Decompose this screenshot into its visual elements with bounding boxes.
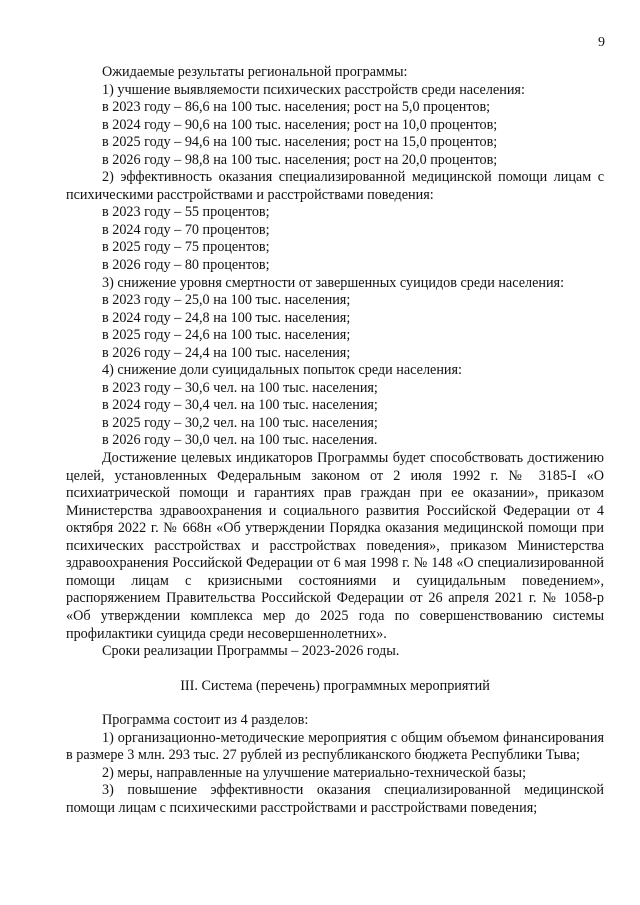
group2-item: в 2026 году – 80 процентов;	[102, 257, 270, 274]
group4-item: в 2024 году – 30,4 чел. на 100 тыс. населения;	[102, 397, 378, 414]
group1-item: в 2025 году – 94,6 на 100 тыс. населения; рост на 15,0 процентов;	[102, 134, 498, 151]
group2-item: в 2023 году – 55 процентов;	[102, 204, 270, 221]
group3-item: в 2023 году – 25,0 на 100 тыс. населения;	[102, 292, 351, 309]
page-number: 9	[598, 35, 605, 50]
group3-item: в 2024 году – 24,8 на 100 тыс. населения;	[102, 309, 351, 326]
group1-item: в 2023 году – 86,6 на 100 тыс. населения; рост на 5,0 процентов;	[102, 99, 491, 116]
section-item: 1) организационно-методические мероприятия с общим объемом финансирования в размере 3 млн. 293 тыс. 27 рублей из республиканского бюджета Республики Тыва;	[66, 729, 604, 764]
group2-title: 2) эффективность оказания специализированной медицинской помощи лицам с психическими расстройствами и расстройствами поведения:	[66, 169, 604, 203]
group4-item: в 2023 году – 30,6 чел. на 100 тыс. населения;	[102, 379, 378, 396]
section-item: 2) меры, направленные на улучшение материально-технической базы;	[102, 764, 527, 781]
group3-item: в 2025 году – 24,6 на 100 тыс. населения;	[102, 327, 351, 344]
sections-intro: Программа состоит из 4 разделов:	[102, 712, 309, 729]
group4-item: в 2026 году – 30,0 чел. на 100 тыс. населения.	[102, 432, 378, 449]
group3-item: в 2026 году – 24,4 на 100 тыс. населения;	[102, 344, 351, 361]
section-item: 3) повышение эффективности оказания специализированной медицинской помощи лицам с психическими расстройствами и расстройствами поведения;	[66, 782, 604, 816]
group1-item: в 2026 году – 98,8 на 100 тыс. населения; рост на 20,0 процентов;	[102, 151, 498, 168]
program-deadline: Сроки реализации Программы – 2023-2026 годы.	[102, 643, 400, 660]
group1-item: в 2024 году – 90,6 на 100 тыс. населения; рост на 10,0 процентов;	[102, 116, 498, 133]
group4-title: 4) снижение доли суицидальных попыток среди населения:	[102, 362, 462, 379]
section-heading: III. Система (перечень) программных мероприятий	[180, 677, 490, 694]
achievement-paragraph: Достижение целевых индикаторов Программы будет способствовать достижению целей, установленных Федеральным законом от 2 июля 1992 г. № 3185-I «О психиатрической помощи и гарантиях прав граждан при ее оказании», приказом Министерства здравоохранения и социального развития Российской Федерации от 4 октября 2022 г. № 668н «Об утверждении Порядка оказания медицинской помощи при психических расстройствах и расстройствах поведения», приказом Министерства здравоохранения Российской Федерации от 6 мая 1998 г. № 148 «О специализированной помощи лицам с кризисными состояниями и суицидальным поведением», распоряжением Правительства Российской Федерации от 26 апреля 2021 г. № 1058-р «Об утверждении комплекса мер до 2025 года по совершенствованию системы профилактики суицида среди несовершеннолетних».	[66, 450, 604, 642]
group2-item: в 2024 году – 70 процентов;	[102, 221, 270, 238]
group2-item: в 2025 году – 75 процентов;	[102, 239, 270, 256]
group4-item: в 2025 году – 30,2 чел. на 100 тыс. населения;	[102, 414, 378, 431]
group1-title: 1) учшение выявляемости психических расстройств среди населения:	[102, 81, 525, 98]
group3-title: 3) снижение уровня смертности от завершенных суицидов среди населения:	[102, 274, 565, 291]
document-body	[66, 64, 604, 817]
expected-results-intro: Ожидаемые результаты региональной программы:	[102, 64, 408, 80]
